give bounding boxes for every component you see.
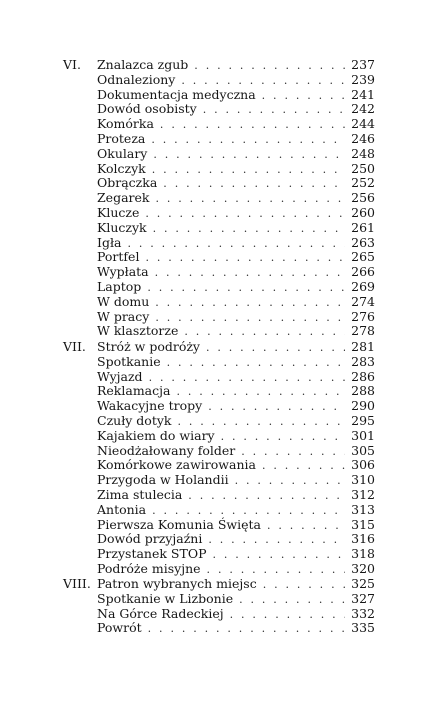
toc-entry [97, 444, 375, 459]
entry-page-number: 265 [351, 249, 375, 265]
toc-entry [97, 355, 375, 370]
toc-entry [97, 206, 375, 221]
toc-entry [97, 250, 375, 265]
dot-leader [155, 311, 345, 326]
entry-page-number: 252 [351, 175, 375, 191]
entry-page-number: 318 [351, 546, 375, 562]
toc-entry [97, 562, 375, 577]
entry-list [97, 58, 375, 339]
entry-page-number: 325 [351, 576, 375, 591]
entry-title: Przygoda w Holandii [97, 472, 229, 488]
entry-page-number: 263 [351, 234, 375, 250]
entry-list [97, 340, 375, 577]
dot-leader [151, 133, 345, 148]
dot-leader [230, 608, 345, 623]
entry-title: Obrączka [97, 175, 158, 191]
toc-entry [97, 414, 375, 429]
entry-title: Podróże misyjne [97, 560, 201, 576]
dot-leader [206, 341, 345, 356]
entry-page-number: 332 [351, 605, 375, 621]
entry-page-number: 242 [351, 101, 375, 117]
toc-entry [97, 592, 375, 607]
entry-title: Na Górce Radeckiej [97, 605, 224, 621]
entry-page-number: 246 [351, 130, 375, 146]
dot-leader [194, 59, 345, 74]
entry-title: W pracy [97, 308, 150, 324]
dot-leader [155, 192, 345, 207]
toc-entry [97, 176, 375, 191]
toc-entry [97, 488, 375, 503]
dot-leader [184, 325, 345, 340]
entry-list [97, 577, 375, 636]
entry-title: Wypłata [97, 264, 149, 280]
entry-page-number: 312 [351, 486, 375, 502]
part-numeral: VII. [63, 339, 86, 354]
entry-page-number: 278 [351, 323, 375, 339]
entry-page-number: 286 [351, 368, 375, 384]
entry-title: Zegarek [97, 190, 150, 206]
entry-title: Stróż w podróży [97, 339, 200, 354]
entry-title: Komórkowe zawirowania [97, 457, 256, 473]
entry-page-number: 295 [351, 412, 375, 428]
dot-leader [155, 296, 345, 311]
entry-page-number: 266 [351, 264, 375, 280]
entry-title: Proteza [97, 130, 146, 146]
toc-entry [97, 370, 375, 385]
toc-entry [97, 73, 375, 88]
entry-page-number: 306 [351, 457, 375, 473]
toc-entry [97, 117, 375, 132]
entry-page-number: 241 [351, 86, 375, 102]
toc-entry [97, 88, 375, 103]
dot-leader [241, 445, 345, 460]
entry-title: W domu [97, 293, 150, 309]
toc-entry [97, 532, 375, 547]
toc-entry [97, 399, 375, 414]
entry-title: Portfel [97, 249, 140, 265]
dot-leader [160, 118, 345, 133]
entry-title: Wakacyjne tropy [97, 398, 203, 414]
entry-title: Odnaleziony [97, 71, 176, 87]
entry-page-number: 315 [351, 516, 375, 532]
dot-leader [262, 459, 345, 474]
part-numeral: VIII. [63, 576, 91, 591]
dot-leader [152, 163, 345, 178]
entry-page-number: 276 [351, 308, 375, 324]
entry-title: Czuły dotyk [97, 412, 172, 428]
entry-page-number: 260 [351, 204, 375, 220]
dot-leader [263, 578, 345, 593]
entry-title: Igła [97, 234, 122, 250]
entry-title: Spotkanie w Lizbonie [97, 590, 234, 606]
entry-page-number: 281 [351, 339, 375, 354]
entry-page-number: 244 [351, 116, 375, 132]
entry-page-number: 310 [351, 472, 375, 488]
dot-leader [153, 148, 345, 163]
toc-entry [97, 577, 375, 592]
entry-title: Kluczyk [97, 219, 147, 235]
dot-leader [145, 207, 345, 222]
dot-leader [145, 251, 345, 266]
toc-entry [97, 221, 375, 236]
toc-entry [97, 295, 375, 310]
toc-entry [97, 265, 375, 280]
entry-title: Patron wybranych miejsc [97, 576, 257, 591]
entry-title: Nieodżałowany folder [97, 442, 236, 458]
toc-entry [97, 518, 375, 533]
entry-page-number: 274 [351, 293, 375, 309]
entry-page-number: 305 [351, 442, 375, 458]
entry-page-number: 256 [351, 190, 375, 206]
toc-entry [97, 191, 375, 206]
entry-page-number: 248 [351, 145, 375, 161]
dot-leader [153, 222, 345, 237]
entry-title: Wyjazd [97, 368, 143, 384]
entry-page-number: 320 [351, 560, 375, 576]
entry-title: Dokumentacja medyczna [97, 86, 256, 102]
toc-entry [97, 473, 375, 488]
toc-entry [97, 236, 375, 251]
entry-page-number: 327 [351, 590, 375, 606]
entry-page-number: 316 [351, 531, 375, 547]
entry-title: Komórka [97, 116, 154, 132]
toc-entry [97, 429, 375, 444]
toc-entry [97, 458, 375, 473]
entry-title: Laptop [97, 278, 142, 294]
entry-page-number: 269 [351, 278, 375, 294]
dot-leader [149, 371, 345, 386]
part-numeral: VI. [63, 57, 81, 72]
toc-entry [97, 147, 375, 162]
entry-title: Powrót [97, 620, 142, 636]
dot-leader [203, 103, 345, 118]
entry-title: Zima stulecia [97, 486, 183, 502]
dot-leader [188, 489, 345, 504]
toc-entry [97, 162, 375, 177]
dot-leader [235, 474, 345, 489]
toc-entry [97, 310, 375, 325]
dot-leader [148, 622, 345, 637]
dot-leader [221, 430, 345, 445]
toc-entry [97, 384, 375, 399]
entry-page-number: 288 [351, 383, 375, 399]
toc-entry [97, 340, 375, 355]
toc-entry [97, 132, 375, 147]
entry-page-number: 290 [351, 398, 375, 414]
entry-title: Dowód przyjaźni [97, 531, 203, 547]
dot-leader [155, 266, 345, 281]
entry-title: Antonia [97, 501, 147, 517]
dot-leader [267, 519, 345, 534]
entry-title: Dowód osobisty [97, 101, 197, 117]
dot-leader [127, 237, 345, 252]
toc-entry [97, 324, 375, 339]
dot-leader [163, 177, 345, 192]
entry-title: Przystanek STOP [97, 546, 207, 562]
toc-entry [97, 280, 375, 295]
entry-title: W klasztorze [97, 323, 179, 339]
entry-page-number: 239 [351, 71, 375, 87]
toc-entry [97, 621, 375, 636]
entry-page-number: 261 [351, 219, 375, 235]
entry-title: Kolczyk [97, 160, 146, 176]
dot-leader [208, 400, 345, 415]
entry-title: Pierwsza Komunia Święta [97, 516, 261, 532]
entry-title: Okulary [97, 145, 148, 161]
dot-leader [239, 593, 345, 608]
entry-page-number: 335 [351, 620, 375, 636]
entry-title: Klucze [97, 204, 140, 220]
entry-title: Kajakiem do wiary [97, 427, 215, 443]
toc-entry [97, 102, 375, 117]
entry-page-number: 301 [351, 427, 375, 443]
dot-leader [167, 356, 345, 371]
entry-page-number: 250 [351, 160, 375, 176]
entry-title: Znalazca zgub [97, 57, 189, 72]
dot-leader [262, 89, 345, 104]
entry-page-number: 313 [351, 501, 375, 517]
toc-entry [97, 547, 375, 562]
dot-leader [212, 548, 345, 563]
entry-title: Spotkanie [97, 353, 161, 369]
entry-page-number: 237 [351, 57, 375, 72]
toc-entry [97, 607, 375, 622]
toc-entry [97, 58, 375, 73]
dot-leader [208, 533, 345, 548]
toc-entry [97, 503, 375, 518]
entry-page-number: 283 [351, 353, 375, 369]
entry-title: Reklamacja [97, 383, 171, 399]
dot-leader [147, 281, 345, 296]
